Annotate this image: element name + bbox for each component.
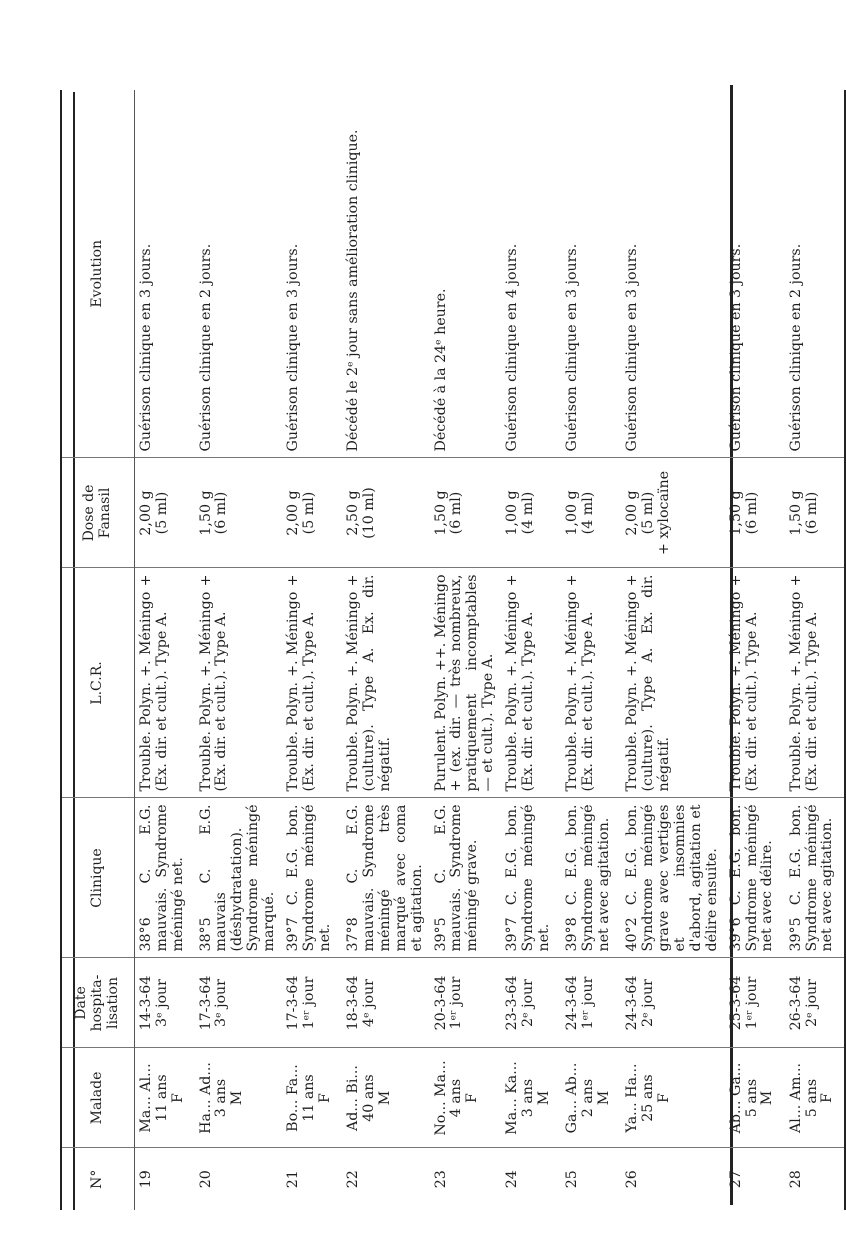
illness-day: 2ᵉ jour	[803, 979, 820, 1027]
table-row	[725, 90, 785, 1210]
row-number: 27	[727, 1170, 744, 1189]
header-clinical: Clinique	[61, 798, 135, 958]
date-cell	[785, 958, 845, 1048]
admission-date: 18-3-64	[345, 975, 362, 1031]
evolution-cell: Guérison clinique en 3 jours.	[135, 90, 195, 458]
csf-cell: Trouble. Polyn. +. Méningo + (Ex. dir. et cult.). Type A.	[195, 568, 283, 798]
illness-day: 1ᵉʳ jour	[743, 976, 760, 1030]
case-table	[60, 90, 846, 1210]
patient-name: Ga... Ab...	[564, 1062, 581, 1134]
clinical-cell: 39°5 C. E.G. mauvais. Syndrome méningé grave.	[430, 798, 502, 958]
csf-cell: Trouble. Polyn. +. Méningo + (Ex. dir. et cult.). Type A.	[501, 568, 561, 798]
dose-cell	[725, 458, 785, 568]
admission-date: 24-3-64	[624, 975, 641, 1031]
evolution-cell: Guérison clinique en 4 jours.	[501, 90, 561, 458]
patient-cell	[725, 1048, 785, 1148]
dose-grams: 1,50 g	[727, 490, 744, 536]
patient-name: Bo... Fa...	[285, 1064, 302, 1132]
row-number: 23	[432, 1170, 449, 1189]
table-row	[135, 90, 195, 1210]
csf-cell: Trouble. Polyn. +. Méningo + (Ex. dir. et cult.). Type A.	[785, 568, 845, 798]
evolution-cell: Décédé le 2ᵉ jour sans amélioration clinique.	[342, 90, 430, 458]
admission-date: 17-3-64	[285, 975, 302, 1031]
csf-cell: Trouble. Polyn. +. Méningo + (Ex. dir. et cult.). Type A.	[725, 568, 785, 798]
row-number: 19	[138, 1170, 154, 1189]
dose-grams: 2,50 g	[345, 490, 362, 536]
admission-date: 24-3-64	[564, 975, 581, 1031]
clinical-cell: 39°6 C. E.G. bon. Syndrome méningé net avec délire.	[725, 798, 785, 958]
patient-cell	[135, 1048, 195, 1148]
dose-grams: 1,50 g	[787, 490, 804, 536]
clinical-cell: 38°6 C. E.G. mauvais. Syndrome méningé net.	[135, 798, 195, 958]
patient-cell	[195, 1048, 283, 1148]
csf-cell: Trouble. Polyn. +. Méningo + (culture). Type A. Ex. dir. négatif.	[342, 568, 430, 798]
patient-sex: M	[376, 1090, 393, 1106]
csf-cell: Trouble. Polyn. +. Méningo + (Ex. dir. et cult.). Type A.	[282, 568, 342, 798]
row-number: 25	[564, 1170, 581, 1189]
table-row	[785, 90, 845, 1210]
dose-grams: 1,00 g	[564, 490, 581, 536]
header-dose: Dose de Fanasil	[61, 458, 135, 568]
patient-name: Ad... Bi...	[345, 1065, 362, 1131]
date-cell	[561, 958, 621, 1048]
patient-cell	[342, 1048, 430, 1148]
dose-volume: (5 ml)	[640, 491, 657, 535]
patient-age: 3 ans	[520, 1078, 537, 1118]
header-csf: L.C.R.	[61, 568, 135, 798]
date-cell	[725, 958, 785, 1048]
dose-volume: (6 ml)	[743, 491, 760, 535]
illness-day: 1ᵉʳ jour	[448, 976, 465, 1030]
evolution-cell: Guérison clinique en 3 jours.	[725, 90, 785, 458]
dose-volume: (4 ml)	[520, 491, 537, 535]
date-cell	[342, 958, 430, 1048]
csf-cell: Trouble. Polyn. +. Méningo + (culture). Type A. Ex. dir. négatif.	[621, 568, 724, 798]
table-row	[282, 90, 342, 1210]
dose-cell	[430, 458, 502, 568]
evolution-cell: Décédé à la 24ᵉ heure.	[430, 90, 502, 458]
evolution-cell: Guérison clinique en 3 jours.	[282, 90, 342, 458]
illness-day: 3ᵉ jour	[213, 979, 230, 1027]
admission-date: 17-3-64	[197, 975, 214, 1031]
evolution-cell: Guérison clinique en 3 jours.	[561, 90, 621, 458]
dose-cell	[561, 458, 621, 568]
patient-sex: M	[536, 1090, 552, 1106]
dose-volume: (5 ml)	[153, 491, 170, 535]
illness-day: 3ᵉ jour	[153, 979, 170, 1027]
dose-cell	[785, 458, 845, 568]
csf-cell: Purulent. Polyn. ++. Méningo + (ex. dir. — très nombreux, pratiquement incomptables — et cult.). Type A.	[430, 568, 502, 798]
admission-date: 14-3-64	[138, 975, 154, 1031]
clinical-cell: 38°5 C. E.G. mauvais (déshydratation). Syndrome méningé marqué.	[195, 798, 283, 958]
patient-sex: F	[656, 1093, 672, 1103]
admission-date: 20-3-64	[432, 975, 449, 1031]
dose-volume: (4 ml)	[580, 491, 597, 535]
admission-date: 26-3-64	[787, 975, 804, 1031]
patient-name: Al... Am...	[787, 1062, 804, 1134]
evolution-cell: Guérison clinique en 2 jours.	[785, 90, 845, 458]
dose-grams: 1,50 g	[432, 490, 449, 536]
dose-volume: (10 ml)	[360, 487, 377, 539]
date-cell	[195, 958, 283, 1048]
patient-age: 11 ans	[153, 1074, 170, 1122]
patient-cell	[282, 1048, 342, 1148]
patient-age: 4 ans	[448, 1078, 465, 1118]
patient-cell	[430, 1048, 502, 1148]
patient-age: 3 ans	[213, 1078, 230, 1118]
table-row	[195, 90, 283, 1210]
header-patient: Malade	[61, 1048, 135, 1148]
patient-cell	[501, 1048, 561, 1148]
dose-grams: 2,00 g	[285, 490, 302, 536]
dose-cell	[342, 458, 430, 568]
dose-extra: + xylocaïne	[656, 471, 672, 555]
row-number: 24	[504, 1170, 521, 1189]
dose-cell	[195, 458, 283, 568]
clinical-cell: 39°5 C. E.G. bon. Syndrome méningé net avec agitation.	[785, 798, 845, 958]
clinical-cell: 40°2 C. E.G. bon. Syndrome méningé grave avec vertiges et insomnies d'abord, agitation et délire ensuite.	[621, 798, 724, 958]
illness-day: 1ᵉʳ jour	[580, 976, 597, 1030]
date-cell	[621, 958, 724, 1048]
clinical-cell: 37°8 C. E.G. mauvais. Syndrome méningé très marqué avec coma et agitation.	[342, 798, 430, 958]
patient-sex: F	[316, 1093, 333, 1103]
date-cell	[430, 958, 502, 1048]
patient-sex: M	[759, 1090, 776, 1106]
dose-volume: (6 ml)	[448, 491, 465, 535]
table-row	[501, 90, 561, 1210]
dose-volume: (6 ml)	[213, 491, 230, 535]
illness-day: 1ᵉʳ jour	[300, 976, 317, 1030]
date-cell	[501, 958, 561, 1048]
patient-name: Ab... Ga...	[727, 1062, 744, 1134]
illness-day: 2ᵉ jour	[640, 979, 657, 1027]
table-header-row	[61, 90, 135, 1210]
patient-name: No... Ma...	[432, 1060, 449, 1136]
clinical-cell: 39°7 C. E.G. bon. Syndrome méningé net.	[282, 798, 342, 958]
dose-cell	[621, 458, 724, 568]
row-number: 28	[785, 1148, 845, 1210]
table-row	[621, 90, 724, 1210]
admission-date: 25-3-64	[727, 975, 744, 1031]
patient-sex: F	[464, 1093, 481, 1103]
dose-grams: 2,00 g	[624, 490, 641, 536]
date-cell	[282, 958, 342, 1048]
dose-grams: 1,00 g	[504, 490, 521, 536]
row-number: 22	[345, 1170, 362, 1189]
dose-cell	[501, 458, 561, 568]
patient-name: Ya... Ha...	[624, 1063, 641, 1133]
date-cell	[135, 958, 195, 1048]
patient-sex: M	[229, 1090, 246, 1106]
patient-sex: F	[819, 1093, 836, 1103]
clinical-cell: 39°7 C. E.G. bon. Syndrome méningé net.	[501, 798, 561, 958]
illness-day: 2ᵉ jour	[520, 979, 537, 1027]
table-body	[135, 90, 845, 1210]
patient-name: Ma... Al...	[138, 1063, 154, 1133]
header-date: Date hospita-lisation	[61, 958, 135, 1048]
patient-cell	[785, 1048, 845, 1148]
dose-cell	[282, 458, 342, 568]
patient-sex: M	[596, 1090, 612, 1106]
dose-grams: 2,00 g	[138, 490, 154, 536]
row-number: 21	[285, 1170, 302, 1189]
header-evolution: Evolution	[61, 90, 135, 458]
evolution-cell: Guérison clinique en 2 jours.	[195, 90, 283, 458]
patient-age: 40 ans	[360, 1074, 377, 1122]
patient-name: Ma... Ka...	[504, 1061, 521, 1135]
illness-day: 4ᵉ jour	[360, 979, 377, 1027]
table-row	[561, 90, 621, 1210]
patient-age: 2 ans	[580, 1078, 597, 1118]
dose-volume: (6 ml)	[803, 491, 820, 535]
patient-age: 11 ans	[300, 1074, 317, 1122]
clinical-cell: 39°8 C. E.G. bon. Syndrome méningé net avec agitation.	[561, 798, 621, 958]
csf-cell: Trouble. Polyn. +. Méningo + (Ex. dir. et cult.). Type A.	[561, 568, 621, 798]
patient-age: 5 ans	[803, 1078, 820, 1118]
patient-cell	[621, 1048, 724, 1148]
header-num: N°	[61, 1148, 135, 1210]
table-row	[430, 90, 502, 1210]
row-number: 26	[624, 1170, 641, 1189]
dose-grams: 1,50 g	[197, 490, 214, 536]
patient-cell	[561, 1048, 621, 1148]
evolution-cell: Guérison clinique en 3 jours.	[621, 90, 724, 458]
row-number: 20	[197, 1170, 214, 1189]
patient-name: Ha... Ad...	[197, 1062, 214, 1134]
dose-volume: (5 ml)	[300, 491, 317, 535]
admission-date: 23-3-64	[504, 975, 521, 1031]
rotated-table-frame	[60, 90, 836, 1210]
csf-cell: Trouble. Polyn. +. Méningo + (Ex. dir. et cult.). Type A.	[135, 568, 195, 798]
patient-age: 25 ans	[640, 1074, 657, 1122]
patient-age: 5 ans	[743, 1078, 760, 1118]
patient-sex: F	[169, 1093, 186, 1103]
dose-cell	[135, 458, 195, 568]
table-row	[342, 90, 430, 1210]
